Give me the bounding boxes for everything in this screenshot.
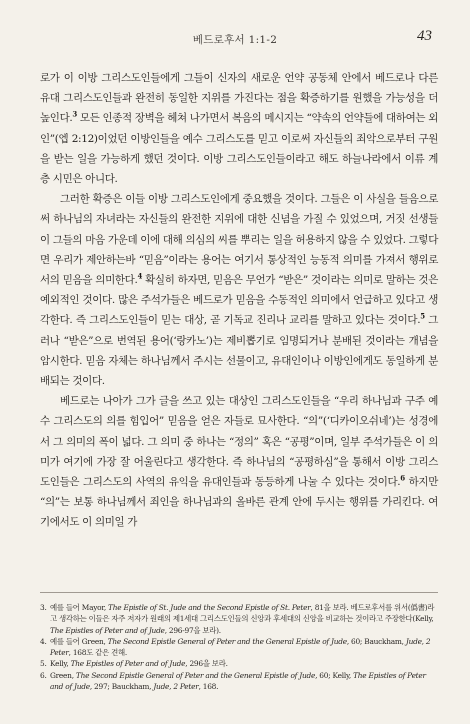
footnote-number: 5. [40,659,47,669]
text-run: 그러나 “받은”으로 번역된 용어(‘랑카노’)는 제비뽑기로 임명되거나 분배된 것이라는 개념을 암시한다. 믿음 자체는 하나님께서 주시는 선물이고, 유대인이나 이방인에게도 동일하게 분배되는 것이다. [40,314,439,388]
text-run: , 60; Bauckham, [346,636,406,646]
work-title: The Epistles of Peter and of Jude [50,670,426,692]
footnote-text [50,636,438,659]
body-text [40,68,438,533]
text-run: , 296-97을 보라). [164,625,221,635]
text-run: 하지만 “의”는 보통 하나님께서 죄인을 하나님과의 올바른 관계 안에 두시는 행위를 가리킨다. 여기에서도 이 의미일 가 [40,476,438,529]
text-run: 그러한 확증은 이들 이방 그리스도인에게 중요했을 것이다. 그들은 이 사실을 들음으로써 하나님의 자녀라는 자신들의 완전한 지위에 대한 신념을 가질 수 있었으며, 거짓 선생들이 그들의 마음 가운데 이에 대해 의심의 씨를 뿌리는 일을 허용하지 않을 수 있었다. 그렇다면 우리가 제안하는바 “믿음”이라는 용어는 여기서 통상적인 능동적 의미를 가져서 행위로서의 믿음을 의미한다. [40,193,438,287]
text-run: 예를 들어 Green, [50,636,108,646]
footnote-number: 4. [40,636,47,646]
footnote-divider [40,592,438,593]
footnote-text [50,602,438,636]
text-run: , 296을 보라. [185,659,228,669]
text-run: 모든 인종적 장벽을 헤쳐 나가면서 복음의 메시지는 “약속의 언약들에 대하여는 외인”(엡 2:12)이었던 이방인들을 예수 그리스도를 믿고 이로써 자신들의 죄악으로부터 구원을 받는 일을 가능하게 했던 것이다. 이방 그리스도인들이라고 해도 하늘나라에서 이류 계층 시민은 아니다. [40,112,438,186]
footnote [40,670,438,693]
text-run: Kelly, [50,659,71,669]
running-head [0,28,470,48]
text-run: 베드로는 나아가 그가 글을 쓰고 있는 대상인 그리스도인들을 “우리 하나님과 구주 예수 그리스도의 의를 힘입어” 믿음을 얻은 자들로 묘사한다. “의”(‘디카이오쉬네’)는 성경에서 그 의미의 폭이 넓다. 그 의미 중 하나는 “정의” 혹은 “공평”이며, 일부 주석가들은 이 의미가 여기에 가장 잘 어울린다고 생각한다. 즉 하나님의 “공평하심”을 통해서 이방 그리스도인들은 그리스도의 사역의 유익을 유대인들과 동등하게 나눌 수 있다는 것이다. [40,395,438,489]
text-run: , 168. [198,682,219,692]
work-title: Jude, 2 Peter [153,682,199,692]
work-title: The Epistles of Peter and of Jude [70,659,186,669]
footnote-ref[interactable]: 6 [400,473,405,483]
text-run: , 60; Kelly, [315,670,354,680]
work-title: The Epistle of St. Jude and the Second Epistle of St. Peter [108,603,311,612]
work-title: Jude, 2 Peter [50,636,431,658]
footnote-ref[interactable]: 3 [72,109,77,119]
text-run: Green, [50,670,76,680]
footnote [40,658,438,669]
paragraph [40,189,438,391]
footnote-ref[interactable]: 4 [137,271,142,281]
work-title: The Epistles of Peter and of Jude [50,625,165,635]
footnote-ref[interactable]: 5 [420,311,425,321]
text-run: 예를 들어 Mayor, [50,603,109,612]
footnotes [40,602,438,692]
footnote-text [50,670,438,693]
footnote-text [50,658,438,669]
text-run: , 168도 같은 견해. [68,648,127,658]
text-run: , 297; Bauckham, [89,682,154,692]
paragraph [40,68,438,189]
text-run: 확실히 하자면, 믿음은 무언가 “받은” 것이라는 의미로 말하는 것은 예외적인 것이다. 많은 주석가들은 베드로가 믿음을 수동적인 의미에서 언급하고 있다고 생각한다. 즉 그리스도인들이 믿는 대상, 곧 기독교 진리나 교리를 말하고 있다는 것이다. [40,274,438,327]
footnote [40,636,438,659]
footnote-number: 6. [40,670,47,680]
page-number: 43 [417,28,432,44]
work-title: The Second Epistle General of Peter and the General Epistle of Jude [75,670,316,680]
footnote [40,602,438,636]
work-title: The Second Epistle General of Peter and the General Epistle of Jude [107,636,347,646]
paragraph [40,391,438,532]
text-run: , 81을 보라. 베드로후서를 위서(僞書)라고 생각하는 이들은 자주 저자가 원래의 제1세대 그리스도인들의 신앙과 후세대의 신앙을 비교하는 것이라고 주장한다(Kelly, [50,603,435,624]
running-head-title: 베드로후서 1:1-2 [192,34,278,46]
footnote-number: 3. [40,603,47,612]
text-run: 로가 이 이방 그리스도인들에게 그들이 신자의 새로운 언약 공동체 안에서 베드로나 다른 유대 그리스도인들과 완전히 동일한 지위를 가진다는 점을 확증하기를 원했을 가능성을 더 높인다. [40,72,438,125]
